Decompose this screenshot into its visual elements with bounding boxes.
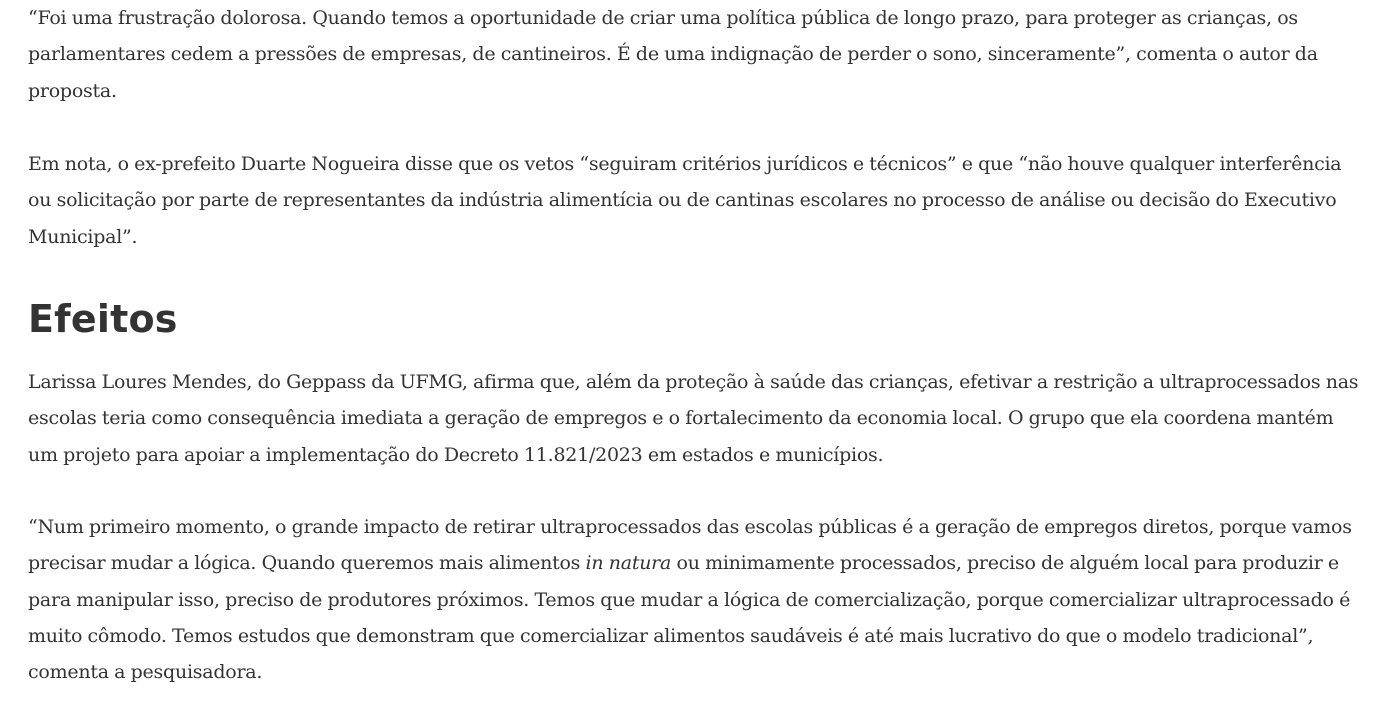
quote-text-end: ou minimamente processados, preciso de alguém local para produzir e para manipular isso, preciso de produtores próximos. Temos que mudar a lógica de comercialização, porque comercializar ultraprocessado é muito cômodo. Temos estudos que demonstram que comercializar alimentos saudáveis é até mais lucrativo do que o modelo tradicional”, comenta a pesquisadora. xyxy=(28,552,1351,684)
researcher-quote-paragraph xyxy=(28,509,1368,690)
researcher-paragraph: Larissa Loures Mendes, do Geppass da UFMG, afirma que, além da proteção à saúde das crianças, efetivar a restrição a ultraprocessados nas escolas teria como consequência imediata a geração de empregos e o fortalecimento da economia local. O grupo que ela coordena mantém um projeto para apoiar a implementação do Decreto 11.821/2023 em estados e municípios. xyxy=(28,371,1359,466)
italic-term: in natura xyxy=(585,552,672,575)
quote-paragraph-author: “Foi uma frustração dolorosa. Quando temos a oportunidade de criar uma política pública de longo prazo, para proteger as crianças, os parlamentares cedem a pressões de empresas, de cantineiros. É de uma indignação de perder o sono, sinceramente”, comenta o autor da proposta. xyxy=(28,7,1318,102)
section-heading: Efeitos xyxy=(28,297,178,341)
note-paragraph-ex-mayor: Em nota, o ex-prefeito Duarte Nogueira disse que os vetos “seguiram critérios jurídicos e técnicos” e que “não houve qualquer interferência ou solicitação por parte de representantes da indústria alimentícia ou de cantinas escolares no processo de análise ou decisão do Executivo Municipal”. xyxy=(28,153,1342,248)
quote-text-start: “Num primeiro momento, o grande impacto de retirar ultraprocessados das escolas públicas é a geração de empregos diretos, porque vamos precisar mudar a lógica. Quando queremos mais alimentos xyxy=(28,516,1352,575)
